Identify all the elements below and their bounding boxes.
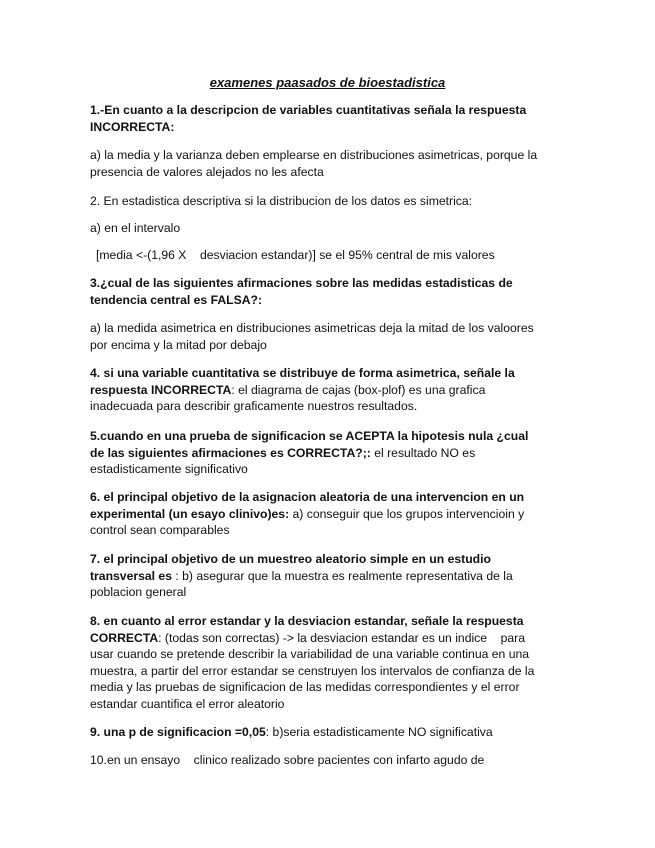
question-8-line-3: usar cuando se pretende describir la variabilidad de una variable continua en una (90, 647, 530, 662)
question-5 (90, 428, 568, 478)
question-8-line-1: 8. en cuanto al error estandar y la desviacion estandar, señale la respuesta (90, 614, 524, 628)
question-6-line-1: 6. el principal objetivo de la asignacion aleatoria de una intervencion en un (90, 490, 525, 504)
question-1-line-2: INCORRECTA: (90, 119, 175, 134)
answer-1-line-1: a) la media y la varianza deben emplearse en distribuciones asimetricas, porque la (90, 148, 538, 162)
question-1 (90, 102, 568, 135)
answer-3 (90, 320, 568, 353)
question-7-line-2-answer: : b) asegurar que la muestra es realmente representativa de la (172, 568, 513, 583)
question-3-line-2: tendencia central es FALSA?: (90, 292, 263, 307)
question-6-line-2-answer: a) conseguir que los grupos intervencioin y (289, 506, 525, 521)
question-2: 2. En estadistica descriptiva si la distribucion de los datos es simetrica: (90, 194, 473, 208)
answer-2-line-1: a) en el intervalo (90, 221, 181, 235)
question-4-line-3: inadecuada para describir graficamente nuestros resultados. (90, 399, 418, 414)
question-5-line-2-answer: el resultado NO es (370, 445, 476, 460)
question-9-bold: 9. una p de significacion =0,05 (90, 725, 266, 739)
question-4-line-2-bold: respuesta INCORRECTA (90, 382, 232, 397)
question-3-line-1: 3.¿cual de las siguientes afirmaciones sobre las medidas estadisticas de (90, 276, 513, 290)
question-5-line-3: estadisticamente significativo (90, 462, 248, 477)
answer-3-line-2: por encima y la mitad por debajo (90, 337, 267, 352)
question-8 (90, 613, 568, 713)
document-title: examenes paasados de bioestadistica (209, 75, 446, 90)
question-7-line-2-bold: transversal es (90, 568, 172, 583)
question-6 (90, 489, 568, 539)
question-7-line-3: poblacion general (90, 585, 187, 600)
question-8-line-2-answer: : (todas son correctas) -> la desviacion estandar es un indice para (158, 630, 525, 645)
question-7 (90, 551, 568, 601)
question-8-line-6: estandar cuantifica el error aleatorio (90, 696, 285, 711)
question-6-line-2-bold: experimental (un esayo clinivo)es: (90, 506, 290, 521)
question-9 (90, 724, 568, 741)
answer-2-line-2: [media <-(1,96 X desviacion estandar)] se el 95% central de mis valores (96, 248, 495, 262)
question-4 (90, 365, 568, 415)
question-3 (90, 275, 568, 308)
question-5-line-2-bold: de las siguientes afirmaciones es CORRECTA?;: (90, 445, 371, 460)
question-5-line-1: 5.cuando en una prueba de significacion se ACEPTA la hipotesis nula ¿cual (90, 429, 529, 443)
question-7-line-1: 7. el principal objetivo de un muestreo aleatorio simple en un estudio (90, 552, 491, 566)
answer-3-line-1: a) la medida asimetrica en distribuciones asimetricas deja la mitad de los valoores (90, 321, 534, 335)
question-10: 10.en un ensayo clinico realizado sobre pacientes con infarto agudo de (90, 753, 485, 767)
question-4-line-1: 4. si una variable cuantitativa se distribuye de forma asimetrica, señale la (90, 366, 515, 380)
question-8-line-2-bold: CORRECTA (90, 630, 159, 645)
answer-1-line-2: presencia de valores alejados no les afecta (90, 164, 324, 179)
answer-1 (90, 147, 568, 180)
question-4-line-2-answer: : el diagrama de cajas (box-plof) es una grafica (231, 382, 486, 397)
question-9-answer: : b)seria estadisticamente NO significativa (265, 725, 493, 739)
question-6-line-3: control sean comparables (90, 523, 230, 538)
question-8-line-4: muestra, a partir del error estandar se censtruyen los intervalos de confianza de la (90, 663, 535, 678)
question-8-line-5: media y las pruebas de significacion de las medidas correspondientes y el error (90, 680, 520, 695)
question-1-line-1: 1.-En cuanto a la descripcion de variables cuantitativas señala la respuesta (90, 103, 527, 117)
